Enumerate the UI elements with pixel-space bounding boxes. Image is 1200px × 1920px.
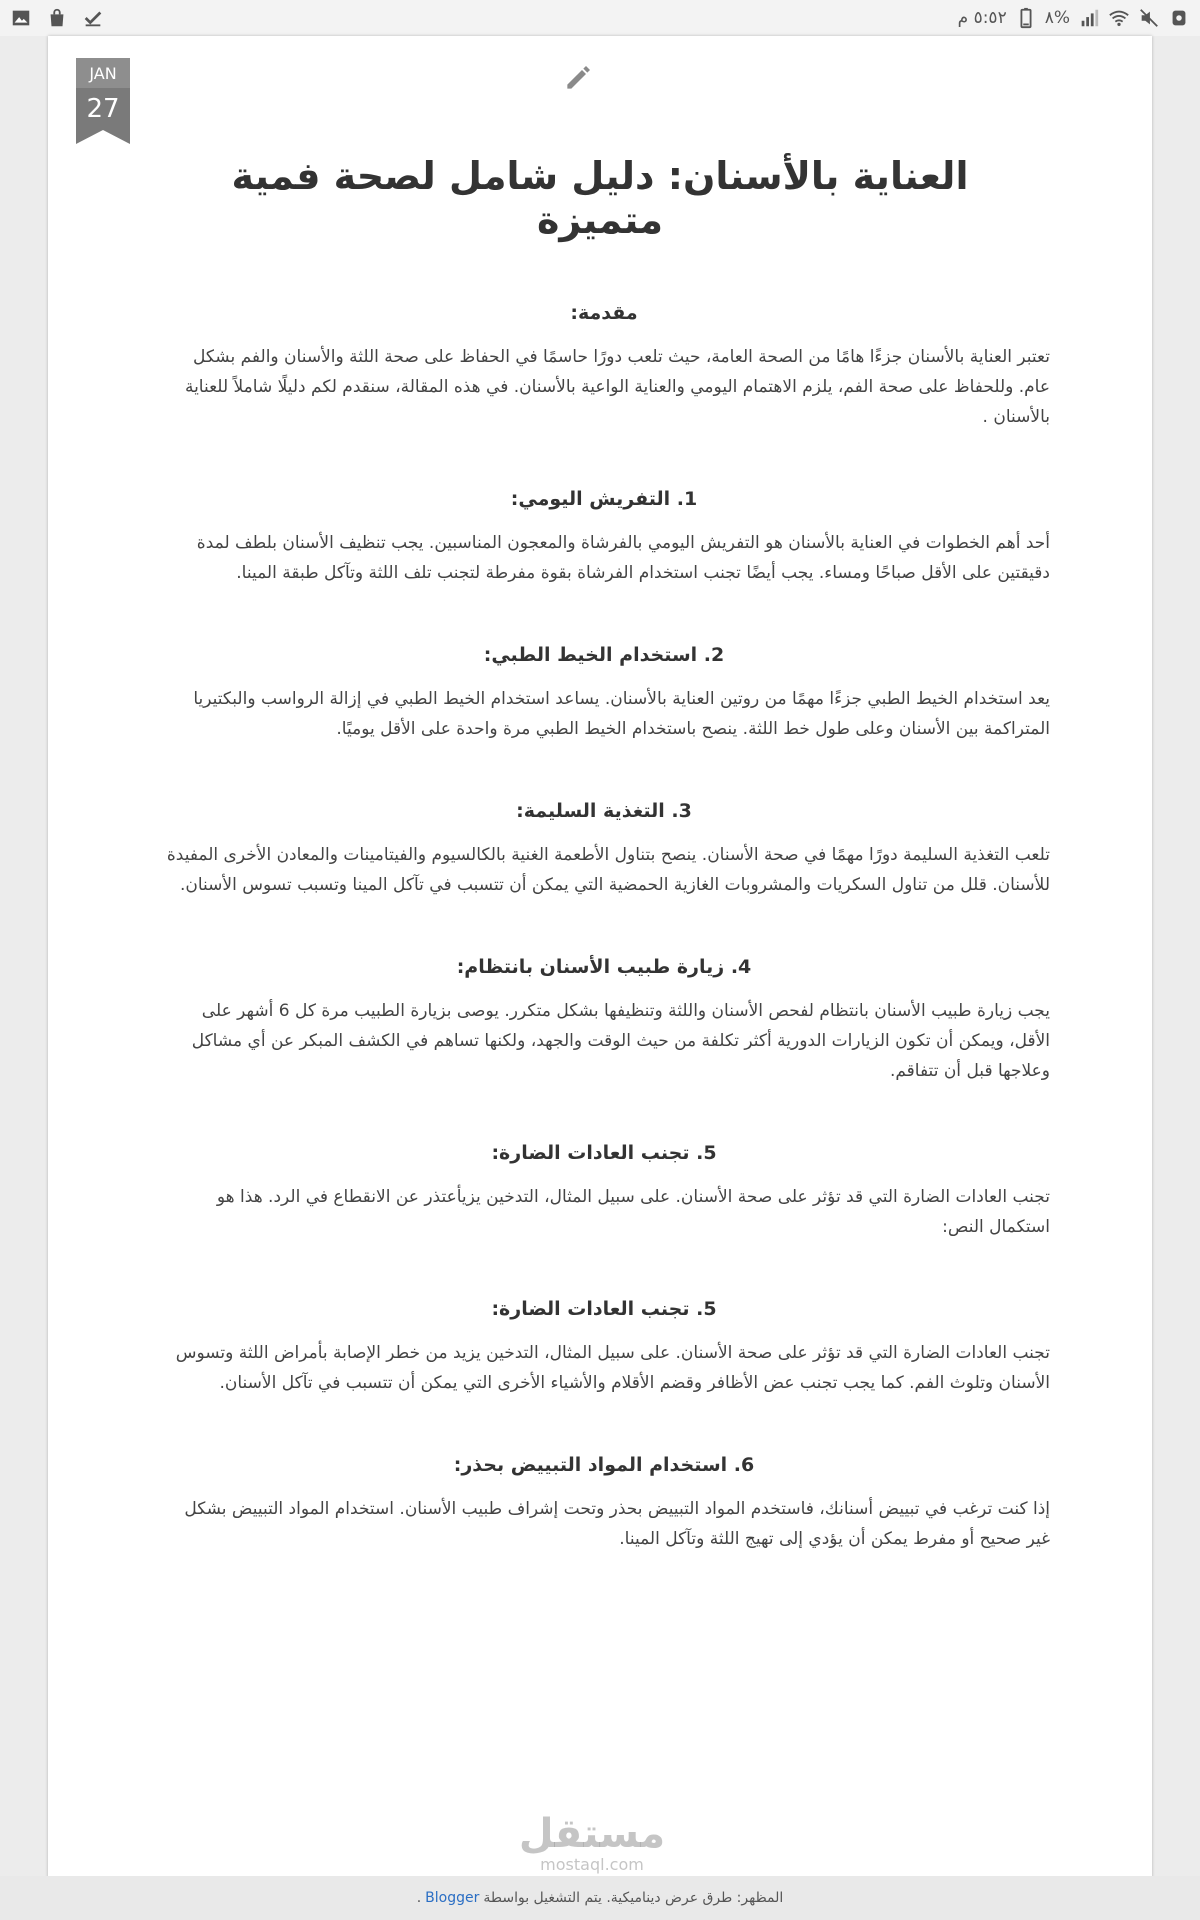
section-heading: 4. زيارة طبيب الأسنان بانتظام:: [456, 956, 752, 978]
footer-text: المظهر: طرق عرض ديناميكية. يتم التشغيل بواسطة: [483, 1890, 784, 1906]
post-title: العناية بالأسنان: دليل شامل لصحة فمية متميزة: [231, 154, 969, 242]
edit-pencil-icon[interactable]: [562, 62, 594, 94]
signal-icon: [1078, 7, 1100, 29]
post-body: [158, 282, 1050, 1554]
status-bar-left: [0, 7, 104, 29]
wifi-icon: [1108, 7, 1130, 29]
section-floss: [158, 644, 1050, 744]
footer-end: .: [416, 1890, 422, 1906]
post-container: [48, 36, 1152, 1880]
section-heading: 5. تجنب العادات الضارة:: [491, 1142, 717, 1164]
section-dentist: [158, 956, 1050, 1086]
section-brushing: [158, 488, 1050, 588]
section-paragraph: إذا كنت ترغب في تبييض أسنانك، فاستخدم المواد التبييض بحذر وتحت إشراف طبيب الأسنان. استخدام المواد التبييض بشكل غير صحيح أو مفرط يمكن أن يؤدي إلى تهيج اللثة وتآكل المينا.: [184, 1499, 1050, 1549]
blog-footer: [0, 1876, 1200, 1920]
section-heading: 3. التغذية السليمة:: [516, 800, 692, 822]
section-intro: [158, 302, 1050, 432]
battery-percent: %٨: [1044, 8, 1070, 28]
shopping-bag-icon: [46, 7, 68, 29]
mute-icon: [1138, 7, 1160, 29]
blogger-link[interactable]: Blogger: [425, 1890, 480, 1906]
watermark-main: مستقل: [518, 1811, 666, 1857]
battery-icon: [1015, 7, 1037, 29]
image-icon: [10, 7, 32, 29]
mostaql-watermark-logo: [512, 1812, 672, 1882]
section-nutrition: [158, 800, 1050, 900]
post-month: JAN: [76, 58, 130, 88]
section-paragraph: تعتبر العناية بالأسنان جزءًا هامًا من الصحة العامة، حيث تلعب دورًا حاسمًا في الحفاظ على صحة اللثة والأسنان والفم بشكل عام. وللحفاظ على صحة الفم، يلزم الاهتمام اليومي والعناية الواعية بالأسنان. في هذه المقالة، سنقدم لكم دليلًا شاملاً للعناية بالأسنان .: [184, 347, 1050, 427]
section-paragraph: تجنب العادات الضارة التي قد تؤثر على صحة الأسنان. على سبيل المثال، التدخين يزيأعتذر عن الانقطاع في الرد. هذا هو استكمال النص:: [216, 1187, 1050, 1237]
post-day: 27: [76, 88, 130, 130]
section-whitening: [158, 1454, 1050, 1554]
section-paragraph: تجنب العادات الضارة التي قد تؤثر على صحة الأسنان. على سبيل المثال، التدخين يزيد من خطر الإصابة بأمراض اللثة وتسوس الأسنان وتلوث الفم. كما يجب تجنب عض الأظافر وقضم الأقلام والأشياء الأخرى التي يمكن أن تتسبب في تآكل الأسنان.: [175, 1343, 1050, 1393]
clock: ٥:٥٢ م: [957, 8, 1007, 28]
ribbon-tail: [76, 130, 130, 144]
lock-badge-icon: [1168, 7, 1190, 29]
section-heading: 6. استخدام المواد التبييض بحذر:: [453, 1454, 755, 1476]
section-paragraph: تلعب التغذية السليمة دورًا مهمًا في صحة الأسنان. ينصح بتناول الأطعمة الغنية بالكالسيوم والفيتامينات والمعادن الأخرى المفيدة للأسنان. قلل من تناول السكريات والمشروبات الغازية الحمضية التي يمكن أن تتسبب في تآكل المينا وتسبب تسوس الأسنان.: [166, 845, 1050, 895]
section-habits-b: [158, 1298, 1050, 1398]
section-heading: مقدمة:: [570, 302, 638, 324]
section-heading: 2. استخدام الخيط الطبي:: [483, 644, 725, 666]
section-heading: 1. التفريش اليومي:: [510, 488, 698, 510]
section-paragraph: يعد استخدام الخيط الطبي جزءًا مهمًا من روتين العناية بالأسنان. يساعد استخدام الخيط الطبي في إزالة الرواسب والبكتيريا المتراكمة بين الأسنان وعلى طول خط اللثة. ينصح باستخدام الخيط الطبي مرة واحدة على الأقل يوميًا.: [193, 689, 1050, 739]
status-bar-right: [958, 7, 1200, 29]
section-paragraph: يجب زيارة طبيب الأسنان بانتظام لفحص الأسنان واللثة وتنظيفها بشكل متكرر. يوصى بزيارة الطبيب مرة كل 6 أشهر على الأقل، ويمكن أن تكون الزيارات الدورية أكثر تكلفة من حيث الوقت والجهد، ولكنها تساهم في الكشف المبكر عن أي مشاكل وعلاجها قبل أن تتفاقم.: [191, 1001, 1050, 1081]
status-bar: [0, 0, 1200, 36]
section-habits-a: [158, 1142, 1050, 1242]
check-download-icon: [82, 7, 104, 29]
section-heading: 5. تجنب العادات الضارة:: [491, 1298, 717, 1320]
section-paragraph: أحد أهم الخطوات في العناية بالأسنان هو التفريش اليومي بالفرشاة والمعجون المناسبين. يجب تنظيف الأسنان بلطف لمدة دقيقتين على الأقل صباحًا ومساء. يجب أيضًا تجنب استخدام الفرشاة بقوة مفرطة لتجنب تلف اللثة وتآكل طبقة المينا.: [196, 533, 1050, 583]
post-date-badge: [76, 58, 130, 148]
watermark-sub: mostaql.com: [540, 1855, 644, 1874]
